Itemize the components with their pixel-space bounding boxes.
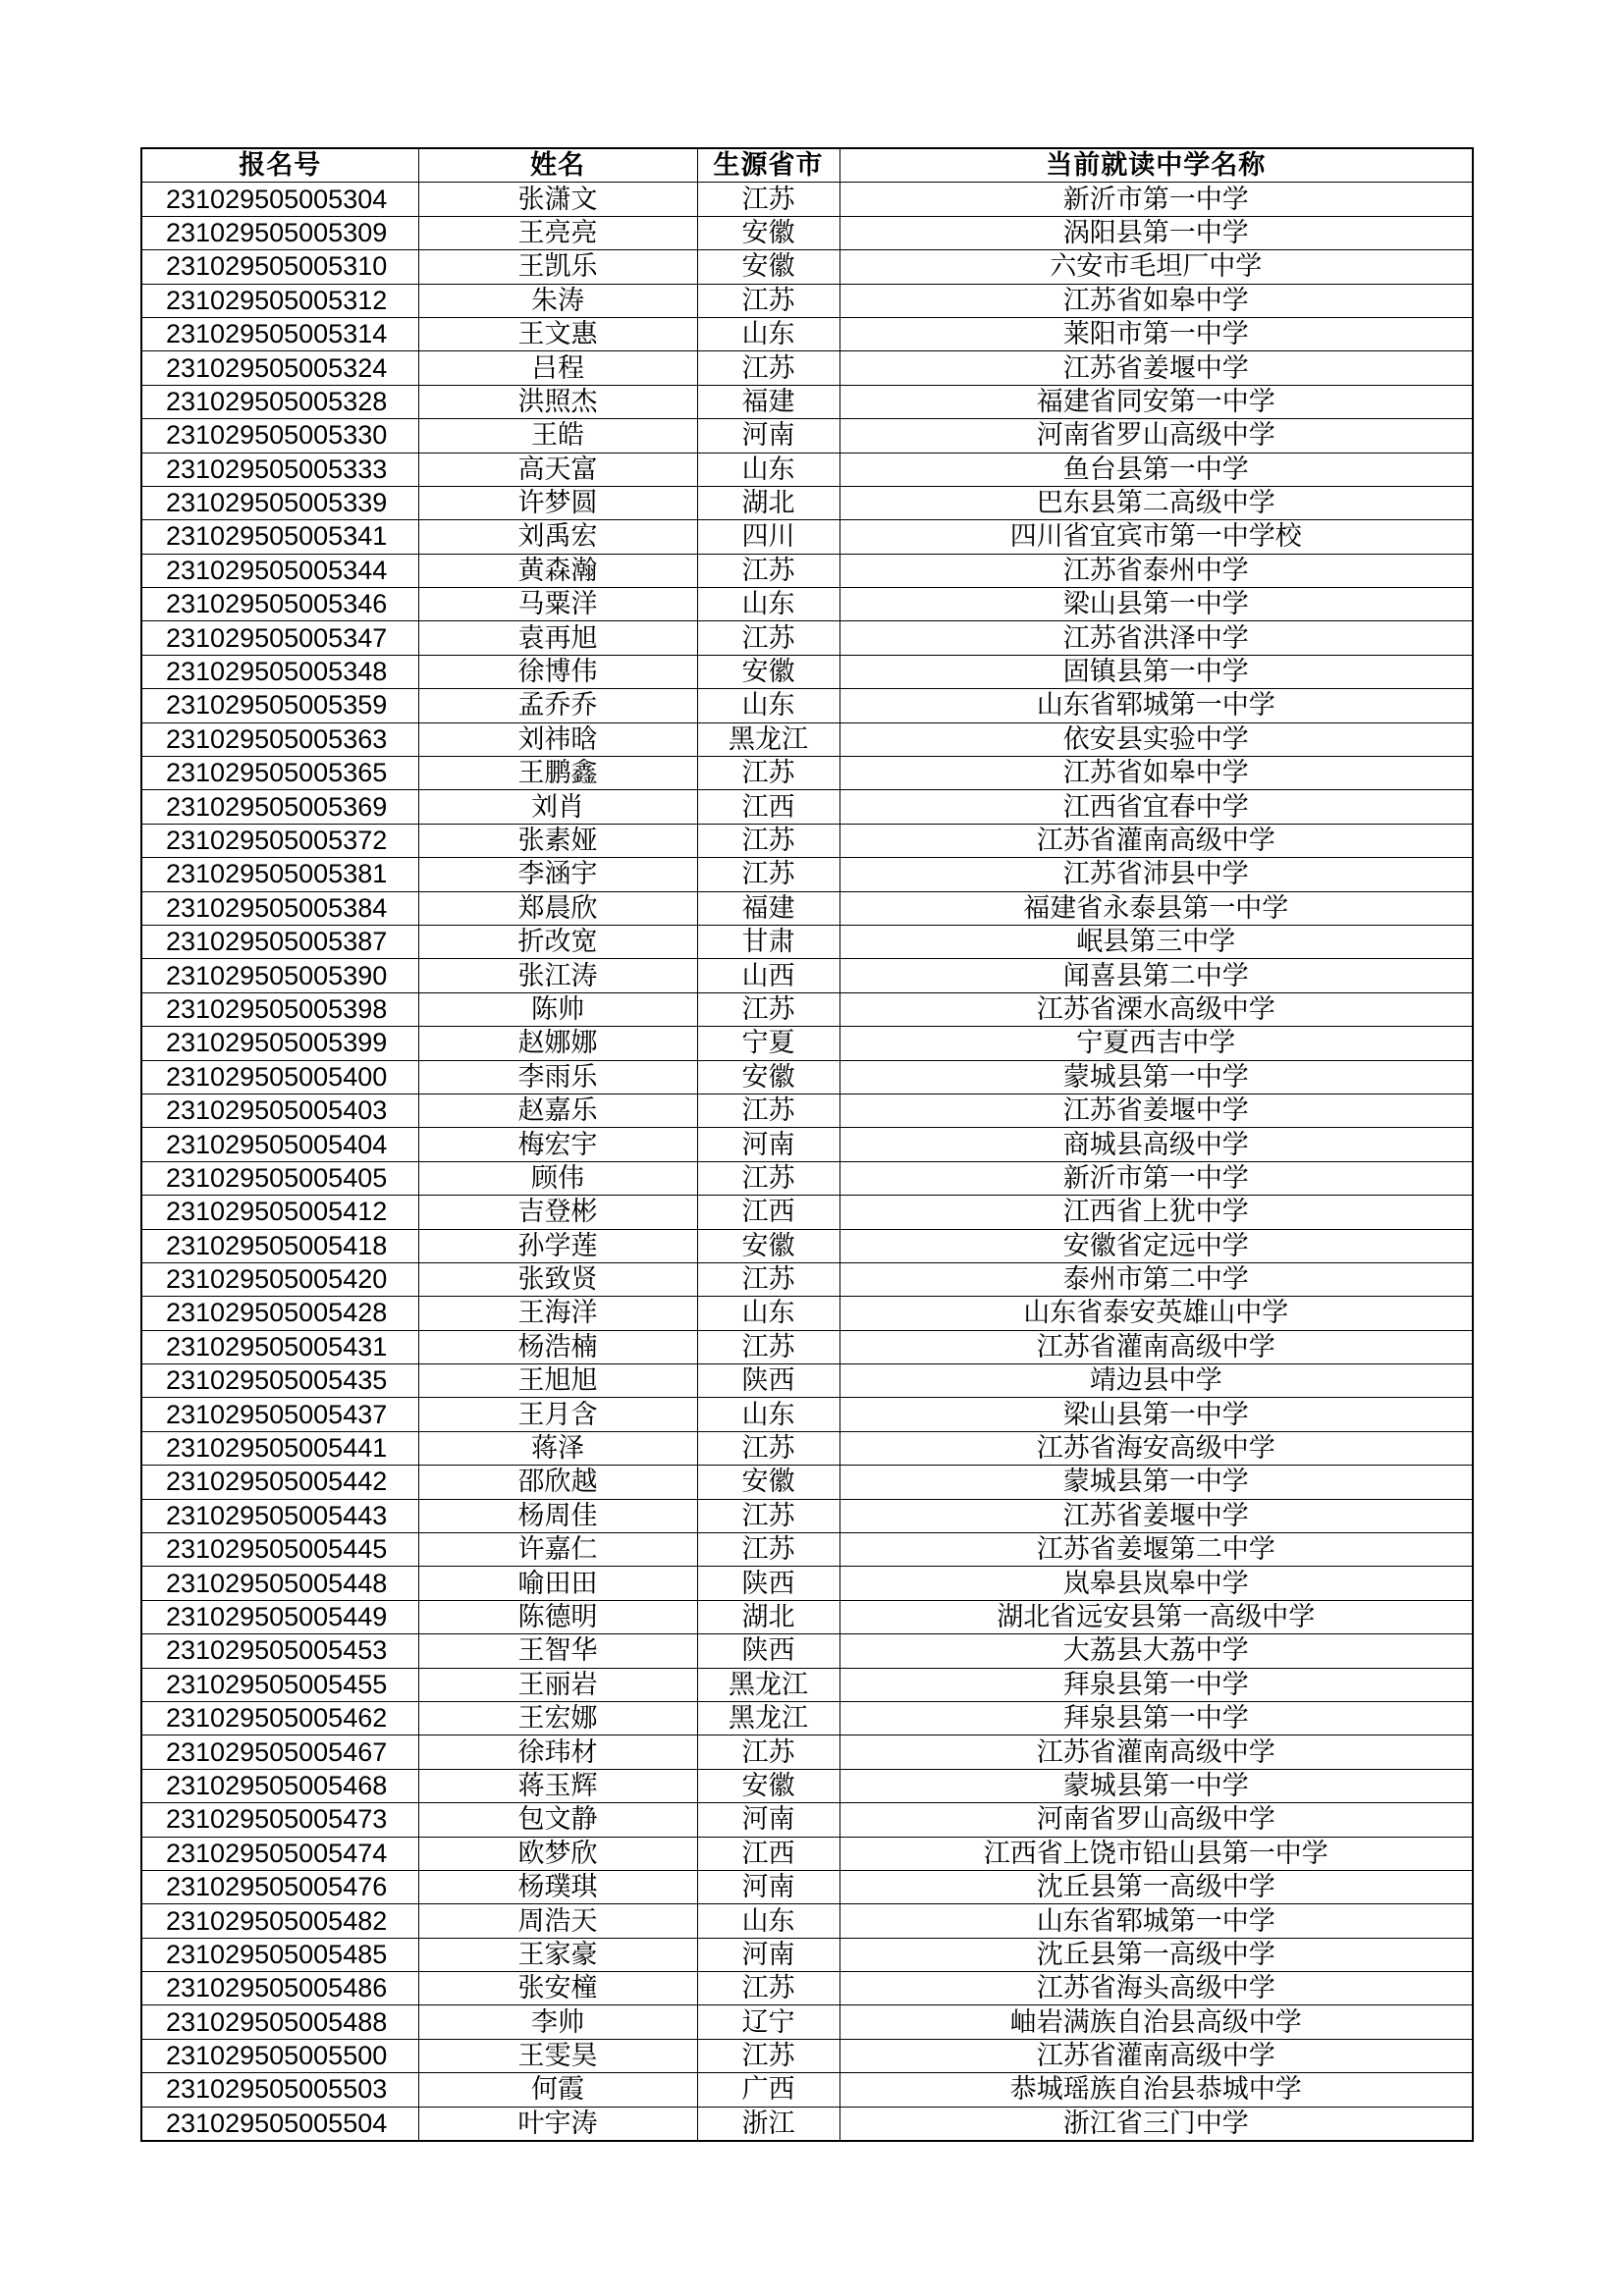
student-name-cell: 包文静 [418, 1803, 697, 1837]
registration-number-cell: 231029505005312 [141, 284, 418, 317]
school-name-cell: 巴东县第二高级中学 [839, 486, 1473, 519]
student-name-cell: 杨浩楠 [418, 1330, 697, 1363]
registration-number-cell: 231029505005398 [141, 992, 418, 1026]
province-cell: 江苏 [697, 1431, 839, 1465]
student-name-cell: 吉登彬 [418, 1196, 697, 1229]
table-row [141, 1769, 1473, 1802]
province-cell: 江苏 [697, 554, 839, 587]
province-cell: 江苏 [697, 1330, 839, 1363]
table-row [141, 2039, 1473, 2072]
province-cell: 河南 [697, 1870, 839, 1903]
registration-number-cell: 231029505005488 [141, 2005, 418, 2039]
registration-number-cell: 231029505005412 [141, 1196, 418, 1229]
registration-number-cell: 231029505005344 [141, 554, 418, 587]
table-row [141, 1533, 1473, 1567]
province-cell: 陕西 [697, 1567, 839, 1600]
school-name-cell: 江苏省如皋中学 [839, 284, 1473, 317]
school-name-cell: 江苏省姜堰第二中学 [839, 1533, 1473, 1567]
province-cell: 福建 [697, 891, 839, 925]
registration-number-cell: 231029505005324 [141, 351, 418, 385]
student-name-cell: 王鹏鑫 [418, 757, 697, 790]
student-name-cell: 周浩天 [418, 1904, 697, 1938]
province-cell: 江西 [697, 1837, 839, 1870]
table-row [141, 1972, 1473, 2005]
student-name-cell: 洪照杰 [418, 385, 697, 418]
table-row [141, 2107, 1473, 2141]
table-row [141, 722, 1473, 756]
student-name-cell: 王智华 [418, 1634, 697, 1668]
table-row [141, 824, 1473, 857]
province-cell: 浙江 [697, 2107, 839, 2141]
province-cell: 江苏 [697, 621, 839, 655]
table-row [141, 216, 1473, 249]
province-cell: 安徽 [697, 1769, 839, 1802]
school-name-cell: 江苏省泰州中学 [839, 554, 1473, 587]
student-name-cell: 张安橦 [418, 1972, 697, 2005]
province-cell: 山东 [697, 317, 839, 350]
registration-number-cell: 231029505005441 [141, 1431, 418, 1465]
student-roster-table [140, 147, 1474, 2142]
registration-number-cell: 231029505005485 [141, 1938, 418, 1971]
province-cell: 江苏 [697, 284, 839, 317]
table-row [141, 419, 1473, 453]
school-name-cell: 四川省宜宾市第一中学校 [839, 520, 1473, 554]
school-name-cell: 山东省郓城第一中学 [839, 689, 1473, 722]
school-name-cell: 江苏省海安高级中学 [839, 1431, 1473, 1465]
registration-number-cell: 231029505005500 [141, 2039, 418, 2072]
school-name-cell: 江苏省姜堰中学 [839, 351, 1473, 385]
school-name-cell: 莱阳市第一中学 [839, 317, 1473, 350]
table-row [141, 317, 1473, 350]
table-row [141, 655, 1473, 688]
table-row [141, 1229, 1473, 1262]
student-name-cell: 张潇文 [418, 183, 697, 216]
registration-number-cell: 231029505005428 [141, 1297, 418, 1330]
registration-number-cell: 231029505005420 [141, 1262, 418, 1296]
registration-number-cell: 231029505005372 [141, 824, 418, 857]
registration-number-cell: 231029505005474 [141, 1837, 418, 1870]
student-name-cell: 黄森瀚 [418, 554, 697, 587]
school-name-cell: 浙江省三门中学 [839, 2107, 1473, 2141]
school-name-cell: 江苏省姜堰中学 [839, 1499, 1473, 1532]
student-name-cell: 刘祎晗 [418, 722, 697, 756]
school-name-cell: 江苏省灌南高级中学 [839, 824, 1473, 857]
header-province: 生源省市 [697, 148, 839, 183]
student-name-cell: 蒋玉辉 [418, 1769, 697, 1802]
province-cell: 江苏 [697, 824, 839, 857]
registration-number-cell: 231029505005486 [141, 1972, 418, 2005]
province-cell: 江苏 [697, 351, 839, 385]
school-name-cell: 大荔县大荔中学 [839, 1634, 1473, 1668]
student-name-cell: 王家豪 [418, 1938, 697, 1971]
registration-number-cell: 231029505005310 [141, 250, 418, 284]
school-name-cell: 商城县高级中学 [839, 1128, 1473, 1161]
school-name-cell: 江苏省灌南高级中学 [839, 1330, 1473, 1363]
registration-number-cell: 231029505005347 [141, 621, 418, 655]
school-name-cell: 宁夏西吉中学 [839, 1027, 1473, 1060]
school-name-cell: 湖北省远安县第一高级中学 [839, 1600, 1473, 1633]
school-name-cell: 河南省罗山高级中学 [839, 419, 1473, 453]
table-row [141, 1466, 1473, 1499]
school-name-cell: 福建省永泰县第一中学 [839, 891, 1473, 925]
province-cell: 江苏 [697, 1262, 839, 1296]
province-cell: 江苏 [697, 1972, 839, 2005]
table-row [141, 1668, 1473, 1701]
school-name-cell: 山东省郓城第一中学 [839, 1904, 1473, 1938]
school-name-cell: 梁山县第一中学 [839, 1398, 1473, 1431]
student-name-cell: 王皓 [418, 419, 697, 453]
table-body [141, 183, 1473, 2141]
registration-number-cell: 231029505005403 [141, 1094, 418, 1127]
registration-number-cell: 231029505005390 [141, 959, 418, 992]
registration-number-cell: 231029505005437 [141, 1398, 418, 1431]
school-name-cell: 蒙城县第一中学 [839, 1769, 1473, 1802]
student-name-cell: 孟乔乔 [418, 689, 697, 722]
province-cell: 江苏 [697, 183, 839, 216]
registration-number-cell: 231029505005400 [141, 1060, 418, 1094]
student-name-cell: 张素娅 [418, 824, 697, 857]
student-name-cell: 许梦圆 [418, 486, 697, 519]
registration-number-cell: 231029505005346 [141, 588, 418, 621]
table-row [141, 925, 1473, 958]
school-name-cell: 岚皋县岚皋中学 [839, 1567, 1473, 1600]
registration-number-cell: 231029505005330 [141, 419, 418, 453]
province-cell: 河南 [697, 1128, 839, 1161]
table-row [141, 1196, 1473, 1229]
table-row [141, 588, 1473, 621]
province-cell: 山东 [697, 1398, 839, 1431]
school-name-cell: 岫岩满族自治县高级中学 [839, 2005, 1473, 2039]
registration-number-cell: 231029505005304 [141, 183, 418, 216]
student-name-cell: 王丽岩 [418, 1668, 697, 1701]
province-cell: 江苏 [697, 858, 839, 891]
registration-number-cell: 231029505005309 [141, 216, 418, 249]
province-cell: 山东 [697, 689, 839, 722]
table-row [141, 1567, 1473, 1600]
province-cell: 山东 [697, 588, 839, 621]
province-cell: 福建 [697, 385, 839, 418]
registration-number-cell: 231029505005443 [141, 1499, 418, 1532]
registration-number-cell: 231029505005363 [141, 722, 418, 756]
student-name-cell: 折改宽 [418, 925, 697, 958]
school-name-cell: 鱼台县第一中学 [839, 453, 1473, 486]
student-name-cell: 朱涛 [418, 284, 697, 317]
province-cell: 辽宁 [697, 2005, 839, 2039]
student-name-cell: 许嘉仁 [418, 1533, 697, 1567]
table-row [141, 992, 1473, 1026]
province-cell: 安徽 [697, 1466, 839, 1499]
province-cell: 江苏 [697, 1735, 839, 1769]
province-cell: 安徽 [697, 216, 839, 249]
school-name-cell: 山东省泰安英雄山中学 [839, 1297, 1473, 1330]
province-cell: 江苏 [697, 1161, 839, 1195]
province-cell: 安徽 [697, 655, 839, 688]
table-row [141, 1735, 1473, 1769]
school-name-cell: 福建省同安第一中学 [839, 385, 1473, 418]
table-row [141, 1398, 1473, 1431]
student-name-cell: 叶宇涛 [418, 2107, 697, 2141]
table-row [141, 385, 1473, 418]
school-name-cell: 六安市毛坦厂中学 [839, 250, 1473, 284]
student-name-cell: 王文惠 [418, 317, 697, 350]
student-name-cell: 王旭旭 [418, 1364, 697, 1398]
student-name-cell: 邵欣越 [418, 1466, 697, 1499]
student-name-cell: 喻田田 [418, 1567, 697, 1600]
registration-number-cell: 231029505005405 [141, 1161, 418, 1195]
student-name-cell: 袁再旭 [418, 621, 697, 655]
province-cell: 安徽 [697, 1060, 839, 1094]
student-name-cell: 徐博伟 [418, 655, 697, 688]
student-name-cell: 杨璞琪 [418, 1870, 697, 1903]
table-header-row [141, 148, 1473, 183]
student-name-cell: 欧梦欣 [418, 1837, 697, 1870]
registration-number-cell: 231029505005448 [141, 1567, 418, 1600]
registration-number-cell: 231029505005503 [141, 2073, 418, 2107]
school-name-cell: 新沂市第一中学 [839, 1161, 1473, 1195]
header-name: 姓名 [418, 148, 697, 183]
registration-number-cell: 231029505005468 [141, 1769, 418, 1802]
province-cell: 甘肃 [697, 925, 839, 958]
student-name-cell: 王海洋 [418, 1297, 697, 1330]
registration-number-cell: 231029505005455 [141, 1668, 418, 1701]
table-row [141, 1364, 1473, 1398]
registration-number-cell: 231029505005462 [141, 1701, 418, 1735]
province-cell: 湖北 [697, 1600, 839, 1633]
table-row [141, 689, 1473, 722]
registration-number-cell: 231029505005442 [141, 1466, 418, 1499]
student-name-cell: 徐玮材 [418, 1735, 697, 1769]
registration-number-cell: 231029505005341 [141, 520, 418, 554]
province-cell: 宁夏 [697, 1027, 839, 1060]
province-cell: 江苏 [697, 1499, 839, 1532]
province-cell: 黑龙江 [697, 1701, 839, 1735]
province-cell: 河南 [697, 1938, 839, 1971]
registration-number-cell: 231029505005482 [141, 1904, 418, 1938]
school-name-cell: 江苏省灌南高级中学 [839, 1735, 1473, 1769]
school-name-cell: 梁山县第一中学 [839, 588, 1473, 621]
header-school: 当前就读中学名称 [839, 148, 1473, 183]
school-name-cell: 新沂市第一中学 [839, 183, 1473, 216]
registration-number-cell: 231029505005504 [141, 2107, 418, 2141]
student-name-cell: 王凯乐 [418, 250, 697, 284]
table-row [141, 1499, 1473, 1532]
table-row [141, 554, 1473, 587]
registration-number-cell: 231029505005418 [141, 1229, 418, 1262]
table-row [141, 1701, 1473, 1735]
school-name-cell: 闻喜县第二中学 [839, 959, 1473, 992]
table-row [141, 1027, 1473, 1060]
student-name-cell: 郑晨欣 [418, 891, 697, 925]
table-row [141, 1094, 1473, 1127]
school-name-cell: 江苏省灌南高级中学 [839, 2039, 1473, 2072]
header-registration-number: 报名号 [141, 148, 418, 183]
province-cell: 陕西 [697, 1364, 839, 1398]
province-cell: 山东 [697, 1904, 839, 1938]
registration-number-cell: 231029505005384 [141, 891, 418, 925]
registration-number-cell: 231029505005445 [141, 1533, 418, 1567]
table-row [141, 1904, 1473, 1938]
student-name-cell: 赵嘉乐 [418, 1094, 697, 1127]
table-row [141, 1803, 1473, 1837]
school-name-cell: 江苏省姜堰中学 [839, 1094, 1473, 1127]
table-row [141, 1161, 1473, 1195]
province-cell: 江苏 [697, 757, 839, 790]
school-name-cell: 蒙城县第一中学 [839, 1060, 1473, 1094]
table-row [141, 1938, 1473, 1971]
table-row [141, 1060, 1473, 1094]
student-name-cell: 陈德明 [418, 1600, 697, 1633]
registration-number-cell: 231029505005435 [141, 1364, 418, 1398]
school-name-cell: 靖边县中学 [839, 1364, 1473, 1398]
school-name-cell: 依安县实验中学 [839, 722, 1473, 756]
table-row [141, 858, 1473, 891]
province-cell: 广西 [697, 2073, 839, 2107]
school-name-cell: 拜泉县第一中学 [839, 1701, 1473, 1735]
registration-number-cell: 231029505005333 [141, 453, 418, 486]
registration-number-cell: 231029505005314 [141, 317, 418, 350]
student-name-cell: 刘肖 [418, 790, 697, 824]
registration-number-cell: 231029505005365 [141, 757, 418, 790]
student-name-cell: 李帅 [418, 2005, 697, 2039]
registration-number-cell: 231029505005431 [141, 1330, 418, 1363]
table-row [141, 486, 1473, 519]
student-name-cell: 梅宏宇 [418, 1128, 697, 1161]
student-name-cell: 吕程 [418, 351, 697, 385]
school-name-cell: 拜泉县第一中学 [839, 1668, 1473, 1701]
registration-number-cell: 231029505005369 [141, 790, 418, 824]
registration-number-cell: 231029505005387 [141, 925, 418, 958]
school-name-cell: 固镇县第一中学 [839, 655, 1473, 688]
school-name-cell: 沈丘县第一高级中学 [839, 1870, 1473, 1903]
table-row [141, 453, 1473, 486]
school-name-cell: 岷县第三中学 [839, 925, 1473, 958]
student-name-cell: 蒋泽 [418, 1431, 697, 1465]
school-name-cell: 江西省上饶市铅山县第一中学 [839, 1837, 1473, 1870]
table-row [141, 790, 1473, 824]
table-row [141, 757, 1473, 790]
province-cell: 河南 [697, 419, 839, 453]
table-row [141, 1330, 1473, 1363]
registration-number-cell: 231029505005449 [141, 1600, 418, 1633]
province-cell: 河南 [697, 1803, 839, 1837]
student-name-cell: 王宏娜 [418, 1701, 697, 1735]
school-name-cell: 江西省宜春中学 [839, 790, 1473, 824]
school-name-cell: 安徽省定远中学 [839, 1229, 1473, 1262]
school-name-cell: 河南省罗山高级中学 [839, 1803, 1473, 1837]
province-cell: 湖北 [697, 486, 839, 519]
registration-number-cell: 231029505005348 [141, 655, 418, 688]
student-name-cell: 赵娜娜 [418, 1027, 697, 1060]
province-cell: 山西 [697, 959, 839, 992]
province-cell: 安徽 [697, 250, 839, 284]
school-name-cell: 江苏省沛县中学 [839, 858, 1473, 891]
registration-number-cell: 231029505005339 [141, 486, 418, 519]
table-row [141, 1128, 1473, 1161]
student-name-cell: 何霞 [418, 2073, 697, 2107]
table-row [141, 284, 1473, 317]
registration-number-cell: 231029505005473 [141, 1803, 418, 1837]
registration-number-cell: 231029505005328 [141, 385, 418, 418]
student-name-cell: 王亮亮 [418, 216, 697, 249]
registration-number-cell: 231029505005359 [141, 689, 418, 722]
table-row [141, 1634, 1473, 1668]
table-row [141, 1870, 1473, 1903]
school-name-cell: 沈丘县第一高级中学 [839, 1938, 1473, 1971]
school-name-cell: 江苏省如皋中学 [839, 757, 1473, 790]
registration-number-cell: 231029505005399 [141, 1027, 418, 1060]
table-row [141, 2073, 1473, 2107]
table-row [141, 621, 1473, 655]
table-row [141, 2005, 1473, 2039]
province-cell: 安徽 [697, 1229, 839, 1262]
table-row [141, 1837, 1473, 1870]
province-cell: 山东 [697, 1297, 839, 1330]
province-cell: 黑龙江 [697, 722, 839, 756]
registration-number-cell: 231029505005381 [141, 858, 418, 891]
province-cell: 黑龙江 [697, 1668, 839, 1701]
student-name-cell: 顾伟 [418, 1161, 697, 1195]
province-cell: 江苏 [697, 992, 839, 1026]
province-cell: 江苏 [697, 2039, 839, 2072]
registration-number-cell: 231029505005453 [141, 1634, 418, 1668]
table-row [141, 959, 1473, 992]
province-cell: 四川 [697, 520, 839, 554]
province-cell: 江西 [697, 790, 839, 824]
student-name-cell: 杨周佳 [418, 1499, 697, 1532]
school-name-cell: 涡阳县第一中学 [839, 216, 1473, 249]
student-name-cell: 李雨乐 [418, 1060, 697, 1094]
student-name-cell: 陈帅 [418, 992, 697, 1026]
student-name-cell: 孙学莲 [418, 1229, 697, 1262]
table-row [141, 250, 1473, 284]
table-row [141, 891, 1473, 925]
student-name-cell: 高天富 [418, 453, 697, 486]
school-name-cell: 江苏省洪泽中学 [839, 621, 1473, 655]
table-row [141, 351, 1473, 385]
registration-number-cell: 231029505005476 [141, 1870, 418, 1903]
school-name-cell: 江西省上犹中学 [839, 1196, 1473, 1229]
province-cell: 山东 [697, 453, 839, 486]
school-name-cell: 泰州市第二中学 [839, 1262, 1473, 1296]
registration-number-cell: 231029505005404 [141, 1128, 418, 1161]
school-name-cell: 蒙城县第一中学 [839, 1466, 1473, 1499]
school-name-cell: 江苏省溧水高级中学 [839, 992, 1473, 1026]
student-name-cell: 王月含 [418, 1398, 697, 1431]
student-name-cell: 李涵宇 [418, 858, 697, 891]
student-name-cell: 刘禹宏 [418, 520, 697, 554]
province-cell: 陕西 [697, 1634, 839, 1668]
school-name-cell: 恭城瑶族自治县恭城中学 [839, 2073, 1473, 2107]
table-row [141, 520, 1473, 554]
student-name-cell: 马粟洋 [418, 588, 697, 621]
table-row [141, 1262, 1473, 1296]
table-row [141, 1600, 1473, 1633]
table-row [141, 1297, 1473, 1330]
school-name-cell: 江苏省海头高级中学 [839, 1972, 1473, 2005]
student-name-cell: 王雯昊 [418, 2039, 697, 2072]
student-name-cell: 张致贤 [418, 1262, 697, 1296]
registration-number-cell: 231029505005467 [141, 1735, 418, 1769]
table-row [141, 1431, 1473, 1465]
table-row [141, 183, 1473, 216]
province-cell: 江苏 [697, 1094, 839, 1127]
province-cell: 江苏 [697, 1533, 839, 1567]
province-cell: 江西 [697, 1196, 839, 1229]
student-name-cell: 张江涛 [418, 959, 697, 992]
